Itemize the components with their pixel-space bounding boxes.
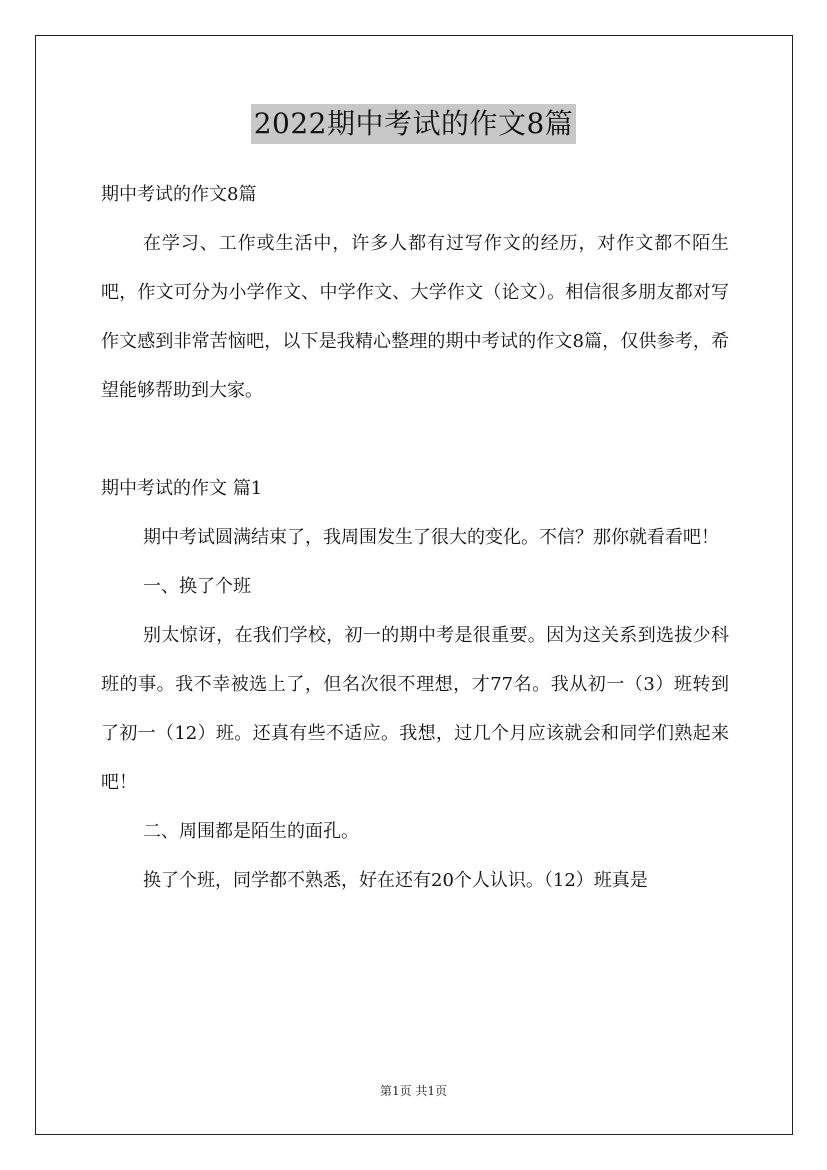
document-title: 2022期中考试的作文8篇 (251, 104, 577, 144)
document-title-wrapper (0, 104, 827, 148)
page-footer (0, 1082, 827, 1099)
body-paragraph: 别太惊讶，在我们学校，初一的期中考是很重要。因为这关系到选拔少科班的事。我不幸被选上了，但名次很不理想，才77名。我从初一（3）班转到了初一（12）班。还真有些不适应。我想，过几个月应该就会和同学们熟起来吧！ (101, 625, 729, 793)
intro-paragraph: 在学习、工作或生活中，许多人都有过写作文的经历，对作文都不陌生吧，作文可分为小学作文、中学作文、大学作文（论文）。相信很多朋友都对写作文感到非常苦恼吧，以下是我精心整理的期中考试的作文8篇，仅供参考，希望能够帮助到大家。 (101, 233, 729, 401)
page-number: 第1页 共1页 (379, 1084, 448, 1098)
section-heading: 期中考试的作文 篇1 (101, 478, 263, 499)
paragraph-gap (101, 415, 729, 464)
document-subtitle: 期中考试的作文8篇 (101, 184, 257, 205)
body-paragraph: 换了个班，同学都不熟悉，好在还有20个人认识。（12）班真是 (143, 870, 648, 891)
sub-heading: 二、周围都是陌生的面孔。 (143, 821, 359, 842)
sub-heading: 一、换了个班 (143, 576, 251, 597)
document-body (101, 170, 729, 905)
body-paragraph: 期中考试圆满结束了，我周围发生了很大的变化。不信？那你就看看吧！ (143, 527, 719, 548)
